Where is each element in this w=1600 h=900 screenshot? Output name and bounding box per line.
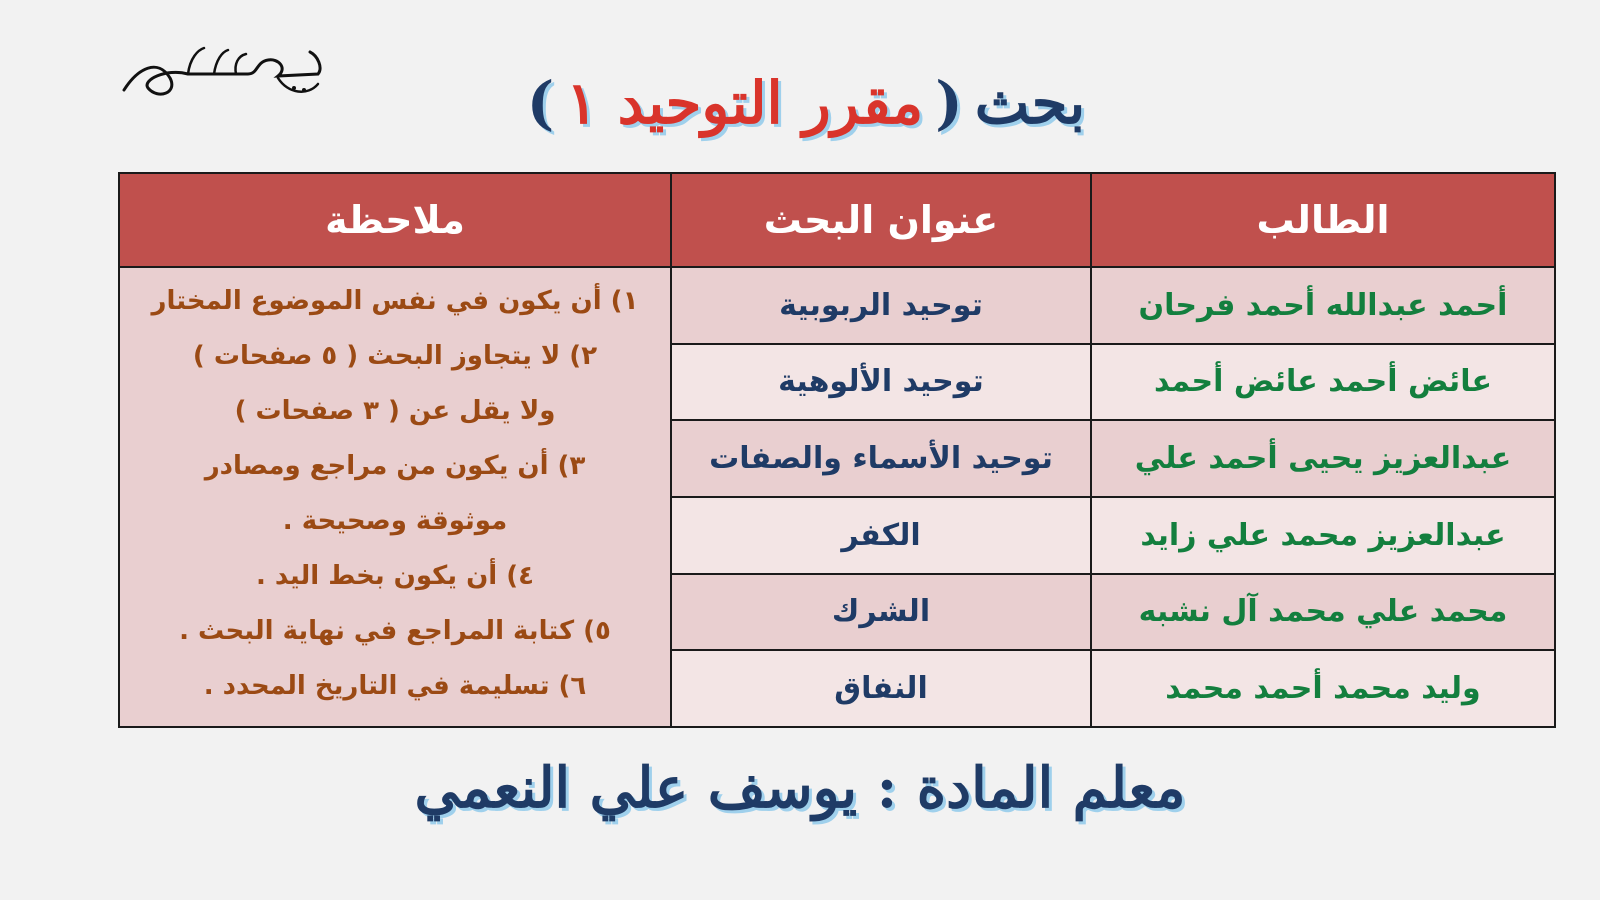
header-notes: ملاحظة	[119, 173, 671, 267]
table-header-row	[119, 173, 1555, 267]
student-name: عبدالعزيز محمد علي زايد	[1091, 497, 1555, 574]
student-name: محمد علي محمد آل نشبه	[1091, 574, 1555, 651]
research-topic: توحيد الربوبية	[671, 267, 1091, 344]
title-close-paren: )	[526, 69, 555, 137]
title-course: مقرر التوحيد ١	[566, 69, 924, 137]
title-open-paren: (	[935, 69, 963, 137]
research-topic: الكفر	[671, 497, 1091, 574]
note-line: موثوقة وصحيحة .	[282, 506, 508, 536]
student-name: عائض أحمد عائض أحمد	[1091, 344, 1555, 421]
note-line: ٦) تسليمة في التاريخ المحدد .	[203, 671, 587, 701]
student-name: عبدالعزيز يحيى أحمد علي	[1091, 420, 1555, 497]
title-word: بحث	[974, 69, 1086, 137]
research-topic: النفاق	[671, 650, 1091, 727]
student-name: وليد محمد أحمد محمد	[1091, 650, 1555, 727]
note-line: ٤) أن يكون بخط اليد .	[255, 561, 535, 591]
student-name: أحمد عبدالله أحمد فرحان	[1091, 267, 1555, 344]
header-topic: عنوان البحث	[671, 173, 1091, 267]
note-line: ١) أن يكون في نفس الموضوع المختار	[151, 286, 639, 316]
header-student: الطالب	[1091, 173, 1555, 267]
teacher-name: معلم المادة : يوسف علي النعمي	[414, 755, 1186, 821]
note-line: ٢) لا يتجاوز البحث ( ٥ صفحات )	[192, 341, 598, 371]
research-topic: الشرك	[671, 574, 1091, 651]
note-line: ولا يقل عن ( ٣ صفحات )	[234, 396, 556, 426]
page-title	[0, 58, 1600, 148]
research-topic: توحيد الأسماء والصفات	[671, 420, 1091, 497]
research-table	[118, 172, 1556, 728]
table-row	[119, 267, 1555, 344]
note-line: ٥) كتابة المراجع في نهاية البحث .	[179, 616, 611, 646]
notes-cell	[119, 267, 671, 727]
research-topic: توحيد الألوهية	[671, 344, 1091, 421]
note-line: ٣) أن يكون من مراجع ومصادر	[204, 451, 586, 481]
